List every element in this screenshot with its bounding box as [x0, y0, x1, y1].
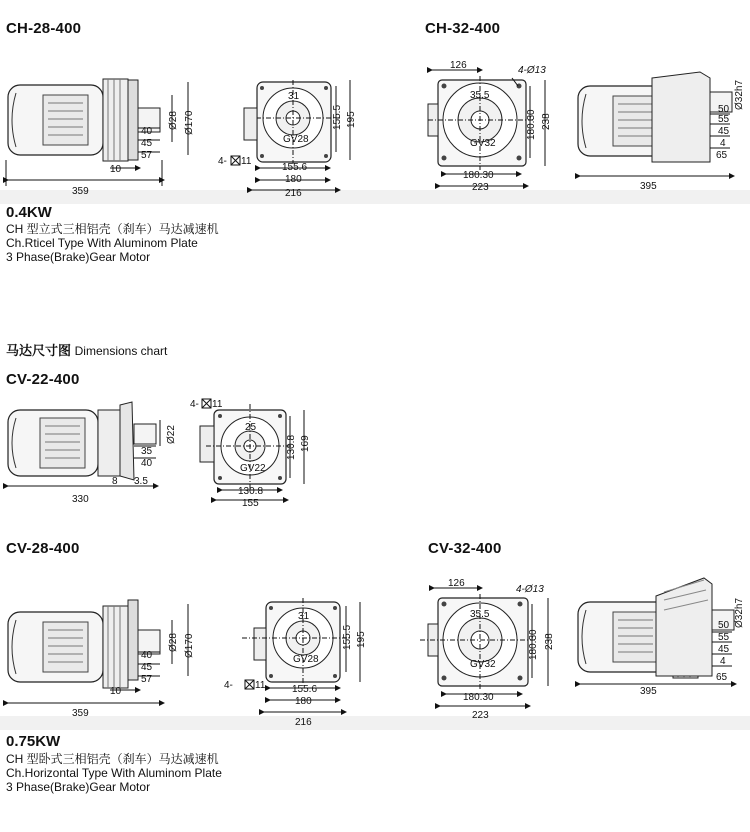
cv32-side-50: 50 [718, 620, 730, 631]
power-rating-1: 0.4KW [6, 204, 52, 221]
ch28-front-155-6: 155.6 [282, 162, 308, 173]
cv32-side-55: 55 [718, 632, 730, 643]
cv28-front-31: 31 [298, 611, 310, 622]
cv28-dia-170: Ø170 [184, 633, 195, 658]
cv22-front-169: 169 [300, 435, 311, 452]
title-ch-32-400: CH-32-400 [425, 20, 501, 37]
ch32-holes: 4-Ø13 [518, 65, 546, 76]
cv28-total-length: 359 [72, 708, 89, 719]
ch32-front-180-h: 180.30 [526, 109, 537, 140]
ch28-shaft-57: 57 [141, 150, 153, 161]
title-cv-22-400: CV-22-400 [6, 371, 80, 388]
ch28-front-216: 216 [285, 188, 302, 199]
cv28-shaft-40: 40 [141, 650, 153, 661]
cv22-side-35: 35 [141, 446, 153, 457]
cv22-front-130-w: 130.8 [238, 486, 264, 497]
description-en-2: Ch.Horizontal Type With Aluminom Plate [6, 766, 222, 780]
ch32-front-223: 223 [472, 182, 489, 193]
cv28-shaft-57: 57 [141, 674, 153, 685]
cv32-front-223: 223 [472, 710, 489, 721]
cv28-front-155-6: 155.6 [292, 684, 318, 695]
ch28-front-195: 195 [346, 111, 357, 128]
cv28-front-155-5: 155.5 [342, 624, 353, 650]
cv28-hole-size: 11 [255, 680, 266, 691]
ch32-side-4: 4 [720, 138, 726, 149]
cv22-front-25: 25 [245, 422, 257, 433]
ch28-front-155-5: 155.5 [332, 104, 343, 130]
cv32-side-65: 65 [716, 672, 728, 683]
cv32-front-126: 126 [448, 578, 465, 589]
cv32-side-view [578, 578, 734, 684]
cv22-front-155: 155 [242, 498, 259, 509]
cv22-total-length: 330 [72, 494, 89, 505]
ch32-side-45: 45 [718, 126, 730, 137]
ch28-front-31: 31 [288, 91, 300, 102]
cv22-side-8: 8 [112, 476, 118, 487]
title-ch-28-400: CH-28-400 [6, 20, 82, 37]
cv22-dia-22: Ø22 [166, 425, 177, 444]
cv28-front-195: 195 [356, 631, 367, 648]
ch28-offset-10: 10 [110, 164, 122, 175]
ch28-total-length: 359 [72, 186, 89, 197]
cv22-front-gv: GV22 [240, 463, 266, 474]
ch28-shaft-40: 40 [141, 126, 153, 137]
ch32-side-65: 65 [716, 150, 728, 161]
cv28-side-view [6, 600, 188, 703]
cv22-side-view [6, 402, 160, 486]
ch32-side-view [578, 72, 732, 176]
cv22-side-3-5: 3.5 [134, 476, 148, 487]
ch32-side-55: 55 [718, 114, 730, 125]
cv28-shaft-45: 45 [141, 662, 153, 673]
ch28-dia-28: Ø28 [168, 111, 179, 130]
cv22-front-130-h: 130.8 [286, 434, 297, 460]
cv32-total-length: 395 [640, 686, 657, 697]
ch32-front-126: 126 [450, 60, 467, 71]
cv28-front-216: 216 [295, 717, 312, 728]
cv28-dia-28: Ø28 [168, 633, 179, 652]
cv28-front-180: 180 [295, 696, 312, 707]
ch28-hole-size: 11 [241, 156, 252, 167]
cv28-holes-label: 4- [224, 680, 233, 691]
cv32-side-4: 4 [720, 656, 726, 667]
description-phase-1: 3 Phase(Brake)Gear Motor [6, 250, 151, 264]
description-cn-2: CH 型卧式三相铝壳（刹车）马达减速机 [6, 752, 219, 766]
cv22-hole-size: 11 [212, 399, 223, 410]
description-en-1: Ch.Rticel Type With Aluminom Plate [6, 236, 198, 250]
cv32-front-gv: GV32 [470, 659, 496, 670]
cv32-side-45: 45 [718, 644, 730, 655]
dimensions-heading-cn: 马达尺寸图 [6, 343, 72, 358]
ch28-holes-label: 4- [218, 156, 227, 167]
cv28-front-gv: GV28 [293, 654, 319, 665]
cv32-front-238: 238 [544, 633, 555, 650]
ch32-total-length: 395 [640, 181, 657, 192]
description-cn-1: CH 型立式三相铝壳（刹车）马达减速机 [6, 222, 219, 236]
ch32-front-238: 238 [541, 113, 552, 130]
cv32-front-180-w: 180.30 [463, 692, 494, 703]
ch28-dia-170: Ø170 [184, 110, 195, 135]
description-phase-2: 3 Phase(Brake)Gear Motor [6, 780, 151, 794]
ch32-side-50: 50 [718, 104, 730, 115]
cv32-holes: 4-Ø13 [516, 584, 544, 595]
cv22-holes-label: 4- [190, 399, 199, 410]
ch28-front-gv: GV28 [283, 134, 309, 145]
ch28-front-180: 180 [285, 174, 302, 185]
dimensions-heading-en: Dimensions chart [74, 344, 168, 358]
title-cv-32-400: CV-32-400 [428, 540, 502, 557]
power-rating-2: 0.75KW [6, 733, 61, 750]
ch28-side-view [6, 79, 188, 186]
title-cv-28-400: CV-28-400 [6, 540, 80, 557]
cv28-offset-10: 10 [110, 686, 122, 697]
cv32-dia-32: Ø32h7 [734, 597, 745, 628]
ch32-front-gv: GV32 [470, 138, 496, 149]
cv32-front-35-5: 35.5 [470, 609, 490, 620]
cv32-front-180-h: 180.30 [528, 629, 539, 660]
ch32-front-180-w: 180.30 [463, 170, 494, 181]
cv22-side-40: 40 [141, 458, 153, 469]
ch32-dia-32: Ø32h7 [734, 79, 745, 110]
ch32-front-35-5: 35.5 [470, 90, 490, 101]
ch28-shaft-45: 45 [141, 138, 153, 149]
